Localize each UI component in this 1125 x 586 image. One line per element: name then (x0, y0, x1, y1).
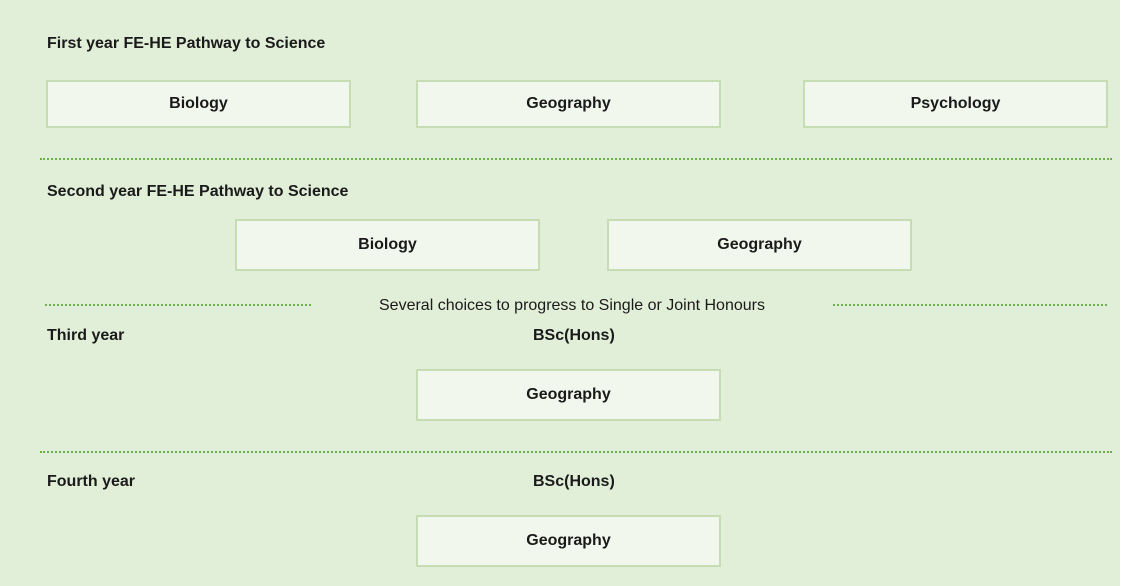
year2-subject-geography: Geography (607, 219, 912, 271)
third-year-degree: BSc(Hons) (533, 327, 615, 344)
third-year-heading: Third year (47, 327, 125, 344)
first-year-heading: First year FE-HE Pathway to Science (47, 35, 326, 52)
divider-progression-left (45, 304, 311, 306)
year1-subject-geography: Geography (416, 80, 721, 128)
progression-note: Several choices to progress to Single or Joint Honours (379, 297, 765, 314)
year1-subject-biology: Biology (46, 80, 351, 128)
year1-subject-psychology: Psychology (803, 80, 1108, 128)
divider-year3-year4 (40, 451, 1112, 453)
year4-subject-geography: Geography (416, 515, 721, 567)
fourth-year-heading: Fourth year (47, 473, 136, 490)
year2-subject-biology: Biology (235, 219, 540, 271)
second-year-heading: Second year FE-HE Pathway to Science (47, 183, 349, 200)
year3-subject-geography: Geography (416, 369, 721, 421)
divider-year1-year2 (40, 158, 1112, 160)
fourth-year-degree: BSc(Hons) (533, 473, 615, 490)
divider-progression-right (833, 304, 1107, 306)
